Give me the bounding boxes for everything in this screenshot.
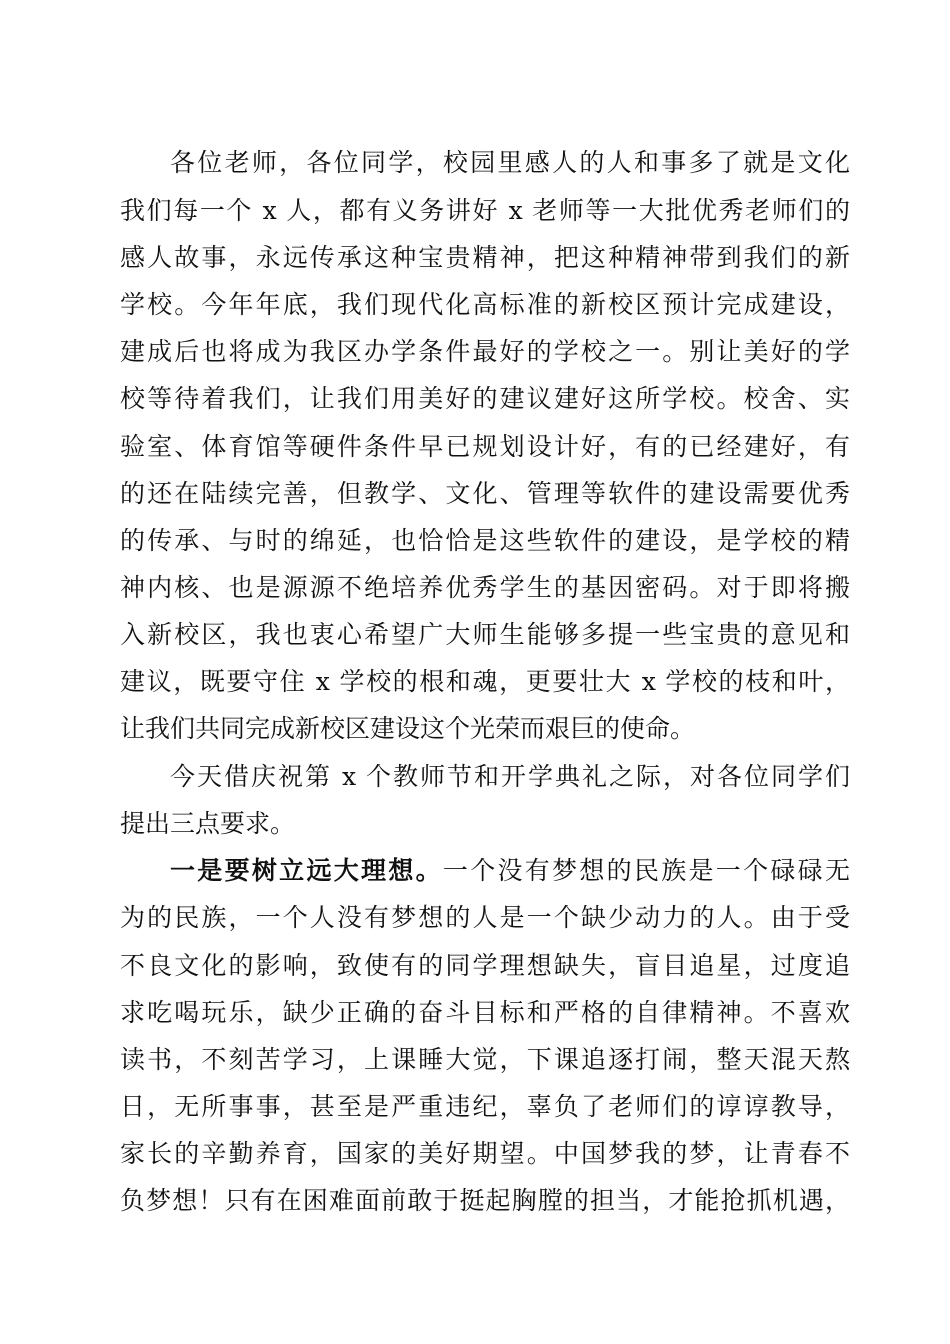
paragraph-3-line-8: 负梦想！只有在困难面前敢于挺起胸膛的担当，才能抢抓机遇， [120,1186,850,1215]
paragraph-1-line-10: 神内核、也是源源不绝培养优秀学生的基因密码。对于即将搬 [120,573,850,602]
paragraph-1-line-8: 的还在陆续完善，但教学、文化、管理等软件的建设需要优秀 [120,479,850,508]
paragraph-3-line-2: 为的民族，一个人没有梦想的人是一个缺少动力的人。由于受 [120,903,850,932]
paragraph-1-line-12: 建议，既要守住 x 学校的根和魂，更要壮大 x 学校的枝和叶， [120,667,850,696]
paragraph-1-line-9: 的传承、与时的绵延，也恰恰是这些软件的建设，是学校的精 [120,526,850,555]
paragraph-1-line-2: 我们每一个 x 人，都有义务讲好 x 老师等一大批优秀老师们的 [120,196,850,225]
paragraph-1-line-11: 入新校区，我也衷心希望广大师生能够多提一些宝贵的意见和 [120,620,850,649]
paragraph-1-line-7: 验室、体育馆等硬件条件早已规划设计好，有的已经建好，有 [120,432,850,461]
paragraph-3-line-5: 读书，不刻苦学习，上课睡大觉，下课追逐打闹，整天混天熬 [120,1045,850,1074]
paragraph-3-line-6: 日，无所事事，甚至是严重违纪，辜负了老师们的谆谆教导， [120,1092,850,1121]
paragraph-1-line-3: 感人故事，永远传承这种宝贵精神，把这种精神带到我们的新 [120,243,850,272]
paragraph-3-heading: 一是要树立远大理想。 [170,856,443,885]
paragraph-3-line-7: 家长的辛勤养育，国家的美好期望。中国梦我的梦，让青春不 [120,1139,850,1168]
paragraph-1-line-4: 学校。今年年底，我们现代化高标准的新校区预计完成建设， [120,290,850,319]
paragraph-1-line-1: 各位老师，各位同学，校园里感人的人和事多了就是文化 [170,148,850,177]
paragraph-3-line-1 [170,851,850,891]
paragraph-2-line-2: 提出三点要求。 [120,809,296,838]
paragraph-1-line-13: 让我们共同完成新校区建设这个光荣而艰巨的使命。 [120,714,696,743]
paragraph-3-line-4: 求吃喝玩乐，缺少正确的奋斗目标和严格的自律精神。不喜欢 [120,998,850,1027]
paragraph-3-line-3: 不良文化的影响，致使有的同学理想缺失，盲目追星，过度追 [120,951,850,980]
paragraph-1-line-5: 建成后也将成为我区办学条件最好的学校之一。别让美好的学 [120,337,850,366]
paragraph-2-line-1: 今天借庆祝第 x 个教师节和开学典礼之际，对各位同学们 [170,762,850,791]
paragraph-3-line-1-text: 一个没有梦想的民族是一个碌碌无 [442,856,850,885]
paragraph-1-line-6: 校等待着我们，让我们用美好的建议建好这所学校。校舍、实 [120,384,850,413]
